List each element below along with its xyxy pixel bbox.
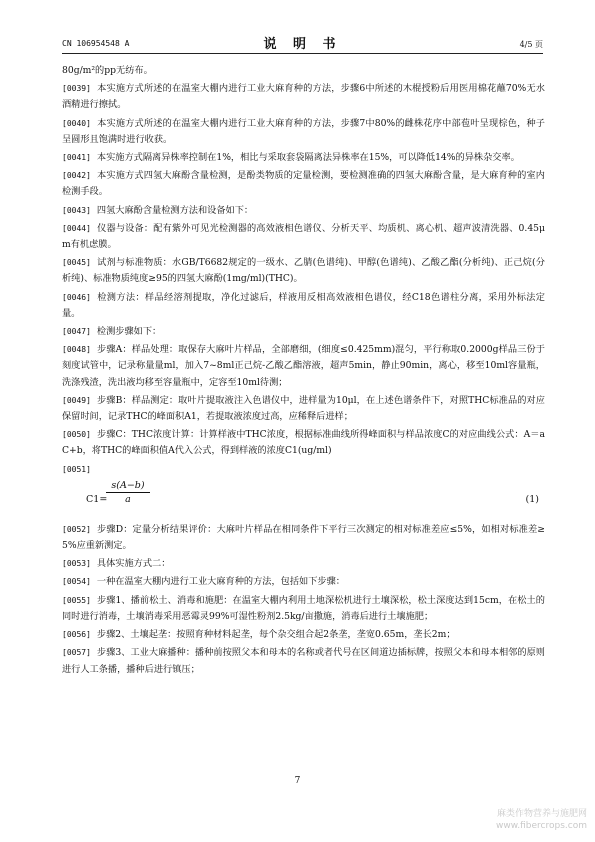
paragraph-text: 本实施方式所述的在温室大棚内进行工业大麻育种的方法，步骤7中80%的雌株花序中部苞叶呈现棕色，种子呈圆形且饱满时进行收获。 [62, 117, 545, 145]
paragraph [62, 81, 545, 113]
paragraph-number: [0057] [62, 648, 91, 658]
paragraph-text: 本实施方式所述的在温室大棚内进行工业大麻育种的方法，步骤6中所述的木棍授粉后用医用棉花蘸70%无水酒精进行擦拭。 [62, 83, 545, 111]
watermark-line-2: www.fibercrops.com [496, 821, 587, 831]
paragraph [62, 342, 545, 391]
paragraph [62, 393, 545, 425]
paragraph-number: [0051] [62, 464, 91, 474]
paragraph [62, 63, 545, 79]
paragraph-number: [0044] [62, 223, 91, 233]
paragraph [62, 221, 545, 253]
paragraph-number: [0045] [62, 258, 91, 268]
paragraph-number: [0055] [62, 595, 91, 605]
paragraph-number: [0049] [62, 395, 91, 405]
paragraph-text: 检测方法：样品经溶剂提取，净化过滤后，样液用反相高效液相色谱仪，经C18色谱柱分离，采用外标法定量。 [62, 291, 545, 319]
watermark-line-1: 麻类作物营养与施肥网 [496, 809, 587, 819]
paragraph [62, 427, 545, 459]
paragraph-text: 步骤D：定量分析结果评价：大麻叶片样品在相同条件下平行三次测定的相对标准差应≤5%，如相对标准差≥5%应重新测定。 [62, 523, 545, 552]
paragraph-text: 本实施方式四氢大麻酚含量检测，是酚类物质的定量检测，要检测准确的四氢大麻酚含量，是大麻育种的室内检测手段。 [62, 170, 545, 198]
paragraph-number: [0050] [62, 430, 91, 440]
page-footer [0, 776, 595, 786]
paragraph-text: 80g/m²的pp无纺布。 [62, 65, 153, 76]
paragraph [62, 593, 545, 625]
paragraph [62, 574, 545, 590]
paragraph [62, 462, 545, 478]
equation-number: (1) [525, 493, 539, 505]
paragraph-text: 检测步骤如下： [96, 326, 162, 338]
paragraph-number: [0052] [62, 524, 91, 534]
paragraph-text: 步骤3、工业大麻播种：播种前按照父本和母本的名称或者代号在区间道边插标牌，按照父本和母本相邻的原则进行人工条播，播种后进行镇压； [62, 647, 545, 675]
paragraph-number: [0046] [62, 292, 91, 302]
paragraph-text: 仪器与设备：配有紫外可见光检测器的高效液相色谱仪、分析天平、均质机、离心机、超声波清洗器、0.45μm有机虑膜。 [62, 222, 545, 251]
paragraph [62, 203, 545, 219]
formula-denominator: a [125, 493, 131, 505]
paragraph-text: 步骤1、播前松土、消毒和施肥：在温室大棚内利用土地深松机进行土壤深松，松土深度达到15cm，在松土的同时进行消毒，土壤消毒采用恶霉灵99%可湿性粉剂2.5kg/亩撒施，消毒后进行土壤施肥； [62, 594, 545, 622]
paragraph-number: [0048] [62, 345, 91, 355]
page-header [62, 33, 543, 54]
paragraph-number: [0054] [62, 577, 91, 587]
formula-block [62, 480, 545, 520]
paragraph-text: 具体实施方式二： [96, 558, 171, 570]
paragraph [62, 150, 545, 166]
paragraph-text: 步骤A：样品处理：取保存大麻叶片样品，全部磨细，(细度≤0.425mm)混匀，平行称取0.2000g样品三份于刻度试管中，记录称量量ml，加入7~8ml正己烷-乙酸乙酯溶液，超声5min，静止90min，离心，移至10ml容量瓶，洗涤残渣，洗出液均移至容量瓶中，定容至10ml待测； [62, 344, 545, 388]
paragraph-number: [0040] [62, 118, 91, 128]
paragraph-number: [0042] [62, 171, 91, 181]
page-title: 说 明 书 [263, 37, 342, 52]
paragraph-text: 步骤B：样品测定：取叶片提取液注入色谱仪中，进样量为10μl，在上述色谱条件下，对照THC标准品的对应保留时间，记录THC的峰面积A1，若提取液浓度过高，应稀释后进样； [62, 394, 545, 423]
watermark [496, 808, 587, 832]
patent-number: CN 106954548 A [62, 39, 130, 48]
paragraph-text: 步骤2、土壤起垄：按照育种材料起垄，每个杂交组合起2条垄，垄宽0.65m，垄长2m； [96, 629, 456, 641]
paragraph-number: [0039] [62, 84, 91, 94]
document-body [62, 63, 545, 680]
paragraph [62, 290, 545, 322]
paragraph [62, 255, 545, 287]
paragraph-number: [0041] [62, 153, 91, 163]
paragraph [62, 627, 545, 643]
paragraph [62, 324, 545, 340]
page-number: 7 [294, 776, 301, 786]
paragraph-number: [0053] [62, 559, 91, 569]
paragraph [62, 116, 545, 148]
paragraph [62, 556, 545, 572]
paragraph-text: 一种在温室大棚内进行工业大麻育种的方法，包括如下步骤： [96, 576, 345, 588]
paragraph-number: [0043] [62, 205, 91, 215]
paragraph [62, 168, 545, 200]
paragraph-text: 试剂与标准物质：水GB/T6682规定的一级水、乙腈(色谱纯)、甲醇(色谱纯)、乙酸乙酯(分析纯)、正己烷(分析纯)、标准物质纯度≥95的四氢大麻酚(1mg/ml)(THC)。 [62, 257, 545, 285]
formula-numerator: s(A−b) [106, 480, 150, 493]
paragraph [62, 522, 545, 554]
paragraph-number: [0047] [62, 327, 91, 337]
formula-fraction [106, 480, 150, 505]
paragraph-text: 四氢大麻酚含量检测方法和设备如下： [96, 204, 254, 216]
formula-lhs: C1= [86, 493, 108, 505]
paragraph-number: [0056] [62, 630, 91, 640]
page-indicator: 4/5 页 [519, 40, 543, 49]
paragraph-text: 本实施方式隔离异株率控制在1%，相比与采取套袋隔离法异株率在15%，可以降低14%的异株杂交率。 [96, 152, 520, 164]
paragraph-text: 步骤C：THC浓度计算：计算样液中THC浓度，根据标准曲线所得峰面积与样品浓度C的对应曲线公式：A＝aC+b，将THC的峰面积值A代入公式，得到样液的浓度C1(ug/ml) [62, 429, 545, 457]
paragraph [62, 645, 545, 677]
